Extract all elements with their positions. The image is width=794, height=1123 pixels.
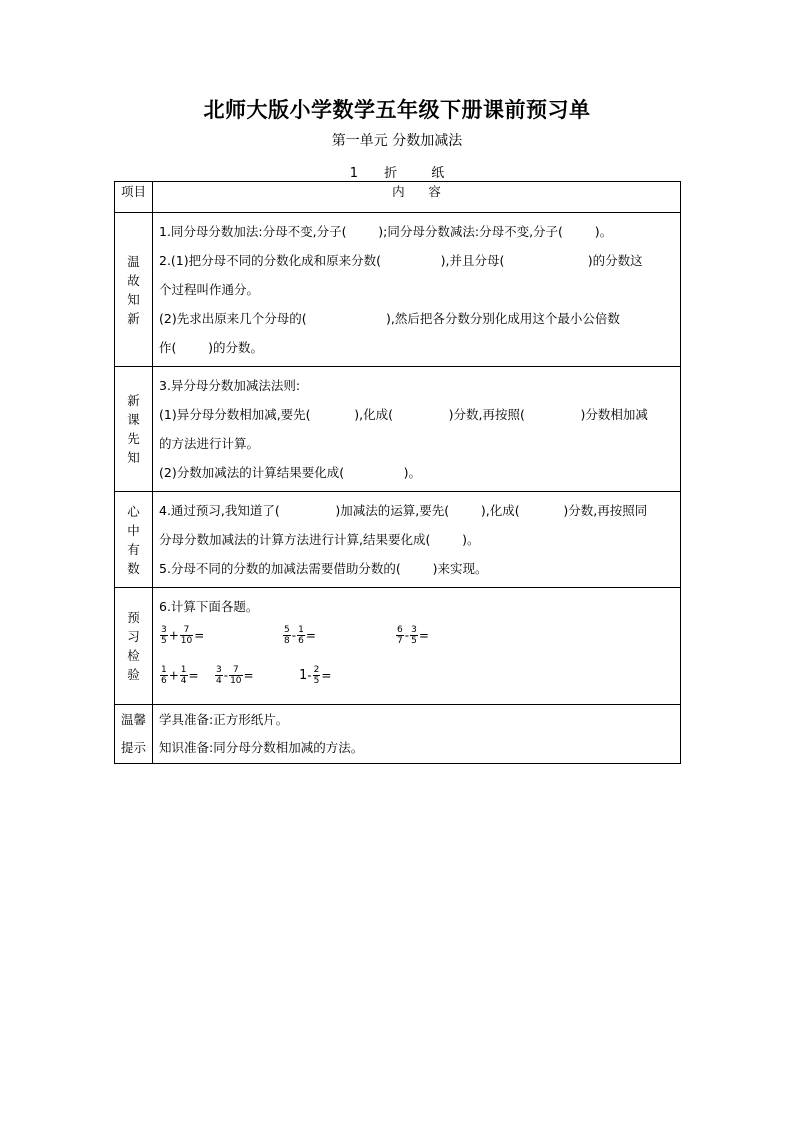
- exercise-2: $\frac{5}{8}$ - $\frac{1}{6}$ =: [284, 625, 316, 646]
- exercise-row-2: [159, 661, 674, 695]
- label-char: 中: [127, 522, 140, 538]
- fraction: $\frac{3}{5}$: [161, 625, 167, 646]
- question-line: 5.分母不同的分数的加减法需要借助分数的( )来实现。: [159, 561, 488, 576]
- lesson-number: 1: [349, 166, 358, 181]
- label-char: 故: [127, 272, 140, 288]
- label-char: 知: [127, 450, 140, 465]
- question-line: (2)先求出原来几个分母的( ),然后把各分数分别化成用这个最小公倍数: [159, 311, 620, 326]
- section-label-summary: [115, 492, 153, 588]
- fraction: $\frac{6}{7}$: [397, 625, 403, 646]
- header-item: 项目: [115, 182, 153, 213]
- lesson-name-part1: 折: [384, 166, 398, 181]
- section-content-check: [153, 588, 681, 705]
- section-summary: [115, 492, 681, 588]
- question-line: (2)分数加减法的计算结果要化成( )。: [159, 465, 422, 480]
- section-content-summary: [153, 492, 681, 588]
- section-tips: [115, 705, 681, 764]
- fraction: $\frac{3}{5}$: [411, 625, 417, 646]
- question-line: 3.异分母分数加减法法则:: [159, 378, 301, 393]
- question-line: (1)异分母分数相加减,要先( ),化成( )分数,再按照( )分数相加减: [159, 407, 648, 422]
- question-line: 分母分数加减法的计算方法进行计算,结果要化成( )。: [159, 532, 480, 547]
- label-char: 数: [127, 560, 140, 576]
- fraction: $\frac{1}{4}$: [180, 665, 187, 686]
- section-label-review: [115, 213, 153, 367]
- exercise-6: 1- $\frac{2}{5}$ =: [299, 665, 332, 686]
- unit-subtitle: 第一单元 分数加减法: [331, 133, 463, 149]
- label-char: 检: [127, 648, 140, 663]
- lesson-title: [0, 162, 794, 181]
- label-char: 新: [127, 310, 140, 326]
- page-title: 北师大版小学数学五年级下册课前预习单: [203, 98, 591, 122]
- section-content-new-lesson: [153, 367, 681, 492]
- section-content-review: [153, 213, 681, 367]
- exercise-1: $\frac{3}{5}$ + $\frac{7}{10}$ =: [161, 625, 205, 646]
- question-line: 的方法进行计算。: [159, 436, 260, 451]
- table-header-row: [115, 182, 681, 213]
- header-content: 内 容: [153, 182, 681, 213]
- fraction: $\frac{7}{10}$: [180, 625, 193, 646]
- tip-line: 学具准备:正方形纸片。: [159, 712, 289, 727]
- label-char: 习: [127, 629, 140, 644]
- fraction: $\frac{5}{8}$: [284, 625, 290, 646]
- question-line: 2.(1)把分母不同的分数化成和原来分数( ),并且分母( )的分数这: [159, 253, 643, 268]
- exercise-3: $\frac{6}{7}$ - $\frac{3}{5}$ =: [397, 625, 429, 646]
- question-line: 个过程叫作通分。: [159, 282, 260, 297]
- lesson-name-part2: 纸: [431, 166, 445, 181]
- label-char: 课: [127, 412, 140, 427]
- fraction: $\frac{1}{6}$: [298, 625, 304, 646]
- label-char: 有: [127, 541, 140, 557]
- section-new-lesson: [115, 367, 681, 492]
- fraction: $\frac{1}{6}$: [161, 665, 167, 686]
- exercise-5: $\frac{3}{4}$ - $\frac{7}{10}$ =: [216, 665, 254, 686]
- section-label-tips: [115, 705, 153, 764]
- label-text: 提示: [120, 740, 146, 755]
- question-line: 作( )的分数。: [159, 340, 264, 355]
- section-content-tips: [153, 705, 681, 764]
- label-text: 温馨: [120, 712, 146, 727]
- fraction: $\frac{2}{5}$: [313, 665, 320, 686]
- question-line: 4.通过预习,我知道了( )加减法的运算,要先( ),化成( )分数,再按照同: [159, 503, 648, 518]
- label-char: 温: [127, 253, 140, 269]
- fraction: $\frac{7}{10}$: [230, 665, 242, 686]
- section-check: [115, 588, 681, 705]
- label-char: 新: [127, 393, 140, 408]
- tip-line: 知识准备:同分母分数相加减的方法。: [159, 740, 364, 755]
- exercise-row-1: [159, 621, 674, 661]
- section-label-new-lesson: [115, 367, 153, 492]
- question-line: 1.同分母分数加法:分母不变,分子( );同分母分数减法:分母不变,分子( )。: [159, 224, 613, 239]
- label-char: 验: [127, 667, 140, 682]
- label-char: 心: [127, 503, 140, 519]
- exercise-heading: 6.计算下面各题。: [159, 599, 259, 614]
- fraction: $\frac{3}{4}$: [216, 665, 222, 686]
- label-char: 预: [127, 610, 140, 625]
- section-review: [115, 213, 681, 367]
- preview-table: [114, 181, 681, 764]
- section-label-check: [115, 588, 153, 705]
- label-char: 先: [127, 431, 140, 446]
- exercise-4: $\frac{1}{6}$ + $\frac{1}{4}$ =: [161, 665, 199, 686]
- label-char: 知: [127, 291, 140, 307]
